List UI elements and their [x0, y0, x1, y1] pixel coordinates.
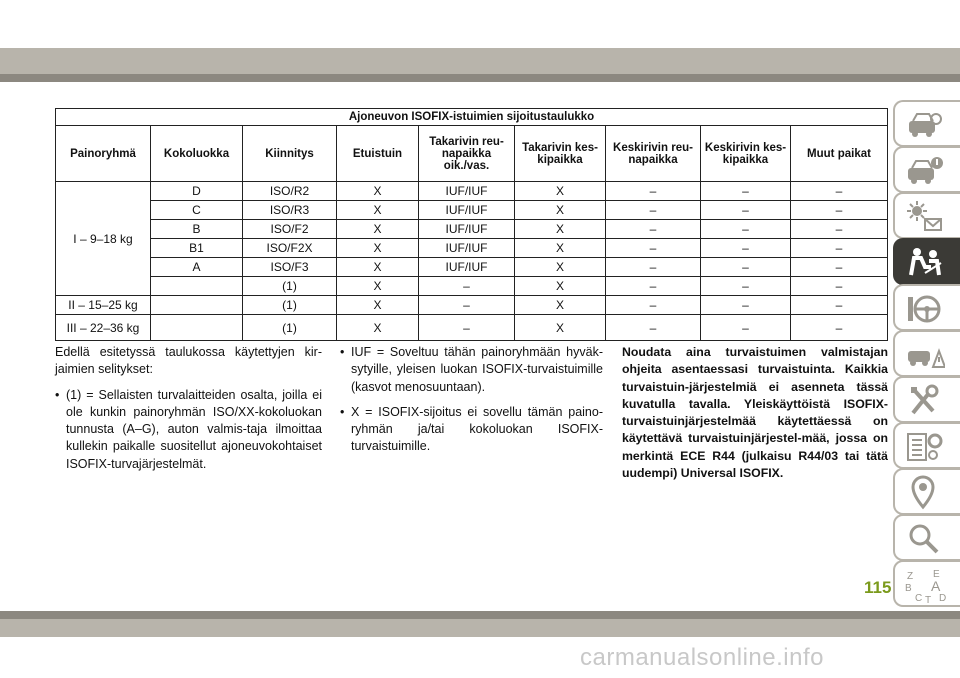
bullet-text: IUF = Soveltuu tähän painoryhmään hyväk-sytyille, yleisen luokan ISOFIX-turvaistuimille (kasvot menosuuntaan).	[351, 345, 603, 394]
car-info-icon	[905, 153, 945, 189]
header-middle-outboard: Keskirivin reu-napaikka	[606, 126, 701, 182]
table-cell: –	[419, 315, 515, 341]
table-cell: –	[419, 277, 515, 296]
table-cell: –	[701, 315, 791, 341]
table-cell: –	[606, 201, 701, 220]
table-cell: X	[515, 239, 606, 258]
table-row	[56, 296, 888, 315]
child-seat-icon	[905, 245, 945, 281]
table-cell: –	[701, 258, 791, 277]
header-weight-group: Painoryhmä	[56, 126, 151, 182]
table-cell: X	[337, 296, 419, 315]
table-cell: (1)	[243, 296, 337, 315]
table-cell: –	[791, 182, 888, 201]
table-title: Ajoneuvon ISOFIX-istuimien sijoitustaulukko	[56, 109, 888, 126]
table-cell: IUF/IUF	[419, 258, 515, 277]
tab-roadside-warning[interactable]	[893, 330, 960, 377]
table-cell: –	[791, 220, 888, 239]
tab-child-seat[interactable]	[893, 238, 960, 285]
location-icon	[905, 475, 945, 511]
index-letter: A	[931, 578, 941, 594]
table-cell: IUF/IUF	[419, 220, 515, 239]
steering-wheel-icon	[905, 291, 945, 327]
table-cell: X	[515, 201, 606, 220]
table-cell-empty	[151, 296, 243, 315]
table-row	[56, 258, 888, 277]
table-row	[56, 277, 888, 296]
table-cell: –	[606, 296, 701, 315]
table-row	[56, 239, 888, 258]
text-column-3	[622, 344, 888, 490]
warning-lights-icon	[905, 199, 945, 235]
table-cell: D	[151, 182, 243, 201]
tab-location[interactable]	[893, 468, 960, 515]
table-cell: X	[337, 182, 419, 201]
index-letter: D	[939, 593, 947, 604]
index-letter: T	[925, 595, 932, 605]
table-cell: –	[791, 296, 888, 315]
watermark: carmanualsonline.info	[580, 644, 824, 671]
table-cell: IUF/IUF	[419, 239, 515, 258]
header-band	[0, 48, 960, 74]
group-cell-2: II – 15–25 kg	[56, 296, 151, 315]
bullet-dot: •	[55, 387, 60, 402]
table-cell: A	[151, 258, 243, 277]
table-cell: –	[606, 239, 701, 258]
table-cell: C	[151, 201, 243, 220]
table-title-row	[56, 109, 888, 126]
tab-warning-lights[interactable]	[893, 192, 960, 239]
table-cell: –	[606, 258, 701, 277]
table-cell: –	[606, 315, 701, 341]
tab-search[interactable]	[893, 514, 960, 561]
table-cell: X	[515, 296, 606, 315]
table-cell: X	[337, 258, 419, 277]
tab-tools[interactable]	[893, 376, 960, 423]
table-cell: ISO/R3	[243, 201, 337, 220]
table-cell: X	[515, 258, 606, 277]
settings-list-icon	[905, 429, 945, 465]
header-fixture: Kiinnitys	[243, 126, 337, 182]
tab-settings-list[interactable]	[893, 422, 960, 469]
table-cell: X	[515, 220, 606, 239]
table-cell: –	[701, 239, 791, 258]
table-cell: X	[515, 315, 606, 341]
bullet-dot: •	[340, 404, 345, 419]
tab-alphabet-index[interactable]	[893, 560, 960, 607]
table-cell: X	[337, 315, 419, 341]
tab-car-dashboard[interactable]	[893, 100, 960, 147]
table-cell: IUF/IUF	[419, 201, 515, 220]
table-cell: ISO/R2	[243, 182, 337, 201]
table-cell: B1	[151, 239, 243, 258]
table-cell: –	[791, 201, 888, 220]
warning-paragraph: Noudata aina turvaistuimen valmistajan ohjeita asentaessasi turvaistuinta. Kaikkia turvaistuin-järjestelmiä ei asenneta tässä kuvatulla tavalla. Yleiskäyttöistä ISOFIX-turvaistuinjärjestelmää käytettäessä on käytettävä turvaistuinjärjestel-mää, jossa on merkintä ECE R44 (julkaisu R44/03 tai tätä uudempi) Universal ISOFIX.	[622, 345, 888, 481]
table-cell: –	[701, 182, 791, 201]
group-cell-3: III – 22–36 kg	[56, 315, 151, 341]
index-letter: C	[915, 593, 923, 604]
search-icon	[905, 521, 945, 557]
table-cell: –	[791, 277, 888, 296]
index-letter: B	[905, 583, 912, 594]
header-front-seat: Etuistuin	[337, 126, 419, 182]
header-rear-center: Takarivin kes-kipaikka	[515, 126, 606, 182]
footer-band	[0, 619, 960, 637]
table-cell: –	[701, 220, 791, 239]
header-rear-outboard: Takarivin reu-napaikka oik./vas.	[419, 126, 515, 182]
table-cell: X	[337, 277, 419, 296]
table-cell: (1)	[243, 315, 337, 341]
table-cell: X	[337, 220, 419, 239]
table-cell: –	[419, 296, 515, 315]
group-cell-1: I – 9–18 kg	[56, 182, 151, 296]
table-cell: X	[515, 277, 606, 296]
car-dashboard-icon	[905, 107, 945, 143]
tab-car-info[interactable]	[893, 146, 960, 193]
table-cell: X	[337, 201, 419, 220]
bullet-item	[55, 387, 322, 473]
table-cell: –	[701, 296, 791, 315]
table-row	[56, 315, 888, 341]
text-column-1	[55, 344, 322, 473]
alphabet-index-icon	[905, 567, 949, 605]
table-cell: –	[791, 239, 888, 258]
tools-icon	[905, 383, 945, 419]
table-cell: (1)	[243, 277, 337, 296]
bullet-item	[340, 404, 603, 456]
index-letter: E	[933, 569, 940, 580]
table-cell: –	[606, 182, 701, 201]
table-cell: ISO/F3	[243, 258, 337, 277]
table-cell: ISO/F2	[243, 220, 337, 239]
table-cell: X	[337, 239, 419, 258]
table-cell: ISO/F2X	[243, 239, 337, 258]
table-row	[56, 220, 888, 239]
tab-steering-wheel[interactable]	[893, 284, 960, 331]
table-cell: –	[606, 220, 701, 239]
table-cell: B	[151, 220, 243, 239]
header-middle-center: Keskirivin kes-kipaikka	[701, 126, 791, 182]
header-size-class: Kokoluokka	[151, 126, 243, 182]
header-band-dark	[0, 74, 960, 82]
table-cell: –	[791, 258, 888, 277]
table-cell-empty	[151, 277, 243, 296]
bullet-text: (1) = Sellaisten turvalaitteiden osalta, joilla ei ole kunkin painoryhmän ISO/XX-kokoluokan tunnusta (A–G), auton valmis-taja ilmoittaa kullekin paikalle suositellut ajoneuvokohtaiset ISOFIX-turvajärjestelmät.	[66, 387, 322, 471]
text-column-2	[340, 344, 603, 456]
table-header-row	[56, 126, 888, 182]
table-row	[56, 182, 888, 201]
table-cell: –	[791, 315, 888, 341]
bullet-item	[340, 344, 603, 396]
roadside-warning-icon	[905, 337, 945, 373]
index-letter: Z	[907, 571, 914, 582]
table-cell: –	[701, 201, 791, 220]
table-cell: –	[606, 277, 701, 296]
header-other-seats: Muut paikat	[791, 126, 888, 182]
bullet-dot: •	[340, 345, 345, 359]
table-cell-empty	[151, 315, 243, 341]
page-number: 115	[864, 578, 892, 597]
table-cell: –	[701, 277, 791, 296]
footer-band-dark	[0, 611, 960, 619]
intro-paragraph: Edellä esitetyssä taulukossa käytettyjen kir-jaimien selitykset:	[55, 345, 322, 377]
isofix-table	[55, 108, 888, 341]
table-row	[56, 201, 888, 220]
bullet-text: X = ISOFIX-sijoitus ei sovellu tämän paino-ryhmän ja/tai kokoluokan ISOFIX-turvaistuimille.	[351, 404, 603, 454]
table-cell: IUF/IUF	[419, 182, 515, 201]
table-cell: X	[515, 182, 606, 201]
